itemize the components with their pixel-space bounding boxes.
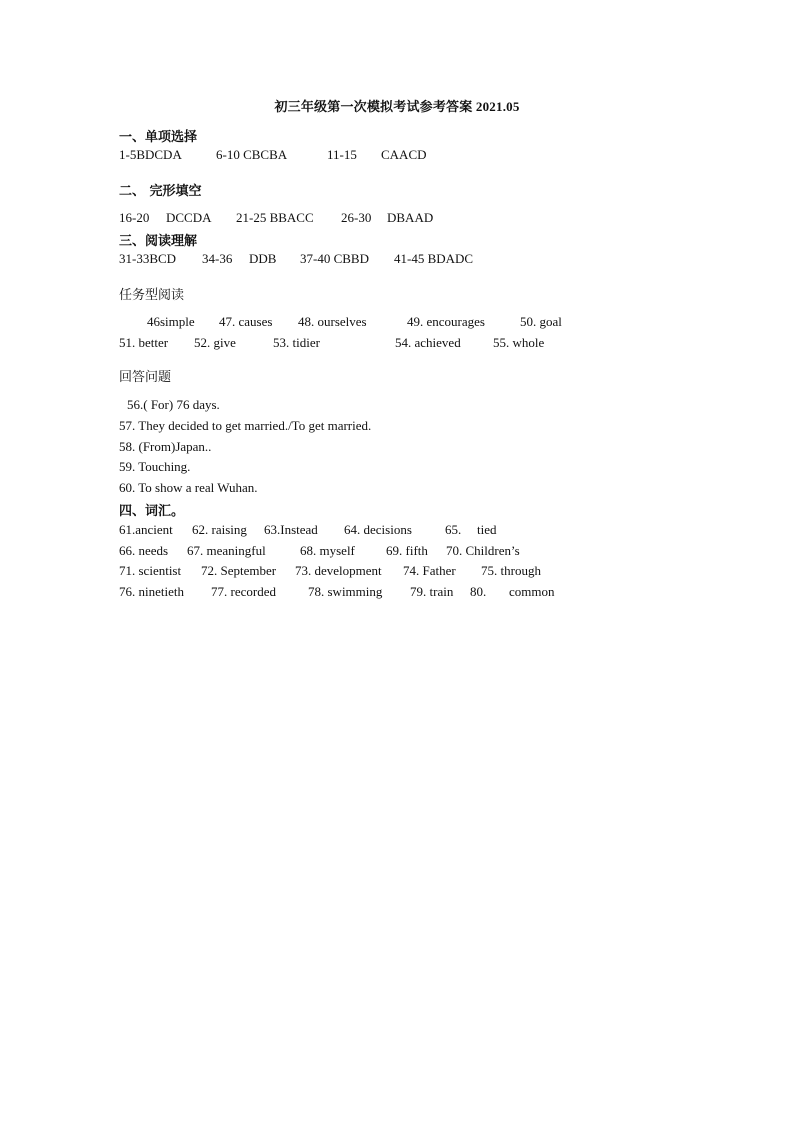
answer-item: 47. causes (219, 314, 273, 329)
answer-item: common (509, 584, 555, 599)
answer-item: 53. tidier (273, 335, 320, 350)
answer-item: 76. ninetieth (119, 584, 184, 599)
answer-line-59: 59. Touching. (119, 459, 191, 474)
answer-group: 34-36 (202, 251, 233, 266)
answer-group: 16-20 (119, 210, 150, 225)
page-title: 初三年级第一次模拟考试参考答案 2021.05 (274, 99, 520, 114)
answer-item: 74. Father (403, 563, 456, 578)
answer-item: 72. September (201, 563, 277, 578)
answer-item: 69. fifth (386, 543, 428, 558)
answer-group: 26-30 (341, 210, 372, 225)
answer-item: 71. scientist (119, 563, 182, 578)
answer-item: 55. whole (493, 335, 545, 350)
answer-item: 48. ourselves (298, 314, 367, 329)
answer-group: DCCDA (166, 210, 212, 225)
answer-item: 54. achieved (395, 335, 461, 350)
answer-item: 61.ancient (119, 522, 173, 537)
answer-item: 70. Children’s (446, 543, 520, 558)
answer-group: 41-45 BDADC (394, 251, 474, 266)
answer-item: tied (477, 522, 497, 537)
answer-item: 52. give (194, 335, 236, 350)
answer-item: 80. (470, 584, 487, 599)
answer-line-60: 60. To show a real Wuhan. (119, 480, 258, 495)
answer-item: 63.Instead (264, 522, 318, 537)
answer-item: 67. meaningful (187, 543, 266, 558)
answer-group: DDB (249, 251, 277, 266)
answer-item: 77. recorded (211, 584, 276, 599)
answer-item: 66. needs (119, 543, 169, 558)
answer-item: 51. better (119, 335, 169, 350)
answer-line-58: 58. (From)Japan.. (119, 439, 212, 454)
answer-group: 21-25 BBACC (236, 210, 314, 225)
section-heading-answer-questions: 回答问题 (119, 370, 172, 385)
answer-group: 37-40 CBBD (300, 251, 369, 266)
section-heading-cloze: 二、 完形填空 (119, 184, 202, 199)
section-heading-single-choice: 一、单项选择 (119, 130, 198, 145)
answer-group: CAACD (381, 147, 427, 162)
answer-item: 62. raising (192, 522, 247, 537)
answer-item: 68. myself (300, 543, 355, 558)
answer-item: 79. train (410, 584, 454, 599)
answer-group: DBAAD (387, 210, 434, 225)
answer-item: 64. decisions (344, 522, 412, 537)
section-heading-reading: 三、阅读理解 (119, 234, 198, 249)
answer-item: 73. development (295, 563, 382, 578)
section-heading-vocabulary: 四、词汇。 (119, 504, 185, 519)
answer-item: 46simple (147, 314, 195, 329)
answer-line-56: 56.( For) 76 days. (127, 397, 220, 412)
answer-group: 1-5BDCDA (119, 147, 182, 162)
answer-line-57: 57. They decided to get married./To get married. (119, 418, 372, 433)
answer-group: 6-10 CBCBA (216, 147, 288, 162)
answer-group: 11-15 (327, 147, 357, 162)
answer-item: 78. swimming (308, 584, 383, 599)
answer-item: 75. through (481, 563, 541, 578)
section-heading-task-reading: 任务型阅读 (119, 288, 185, 303)
answer-item: 50. goal (520, 314, 562, 329)
answer-item: 49. encourages (407, 314, 485, 329)
answer-item: 65. (445, 522, 462, 537)
answer-group: 31-33BCD (119, 251, 177, 266)
